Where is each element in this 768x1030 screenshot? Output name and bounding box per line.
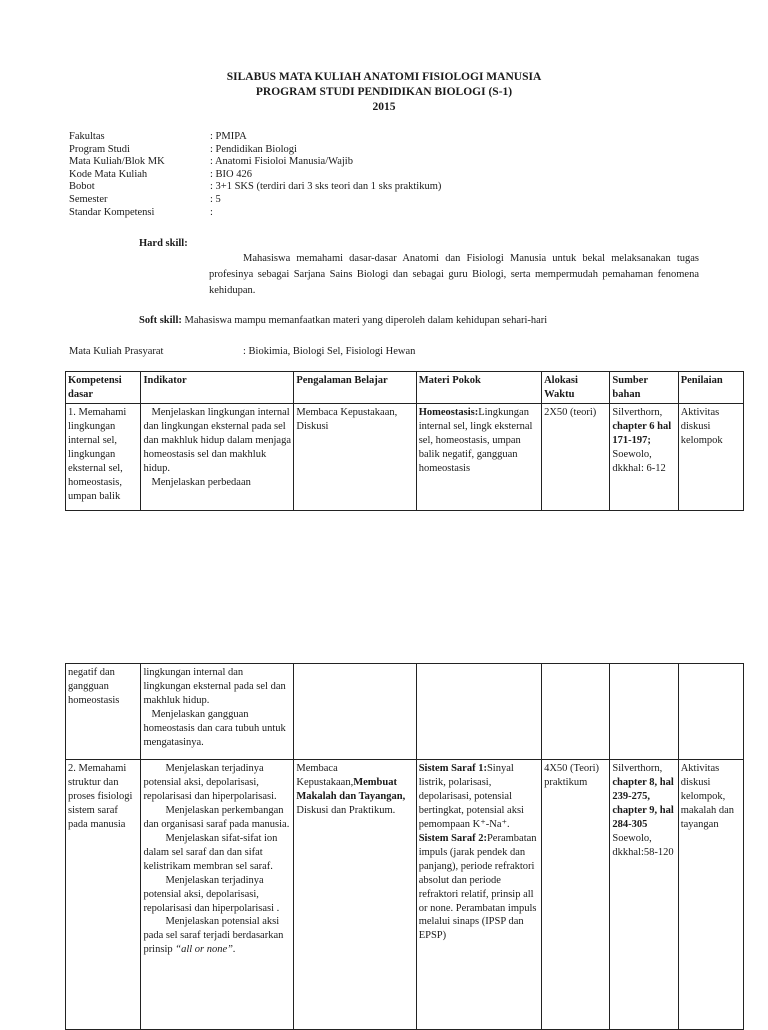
cell-empty [610,664,678,760]
hard-skill-label: Hard skill: [139,238,188,249]
header-kompetensi: Kompetensi dasar [66,372,141,404]
materi-text: Perambatan impuls (jarak pendek dan panjang), periode refraktori absolut dan periode refraktori relatif, prinsip all or none. Perambatan impuls melalui sinaps (IPSP dan EPSP) [418,832,537,942]
soft-skill-label: Soft skill: [139,315,182,326]
sumber-chapter: chapter 8, hal 239-275, chapter 9, hal 284-305 [612,776,674,830]
header-penilaian: Penilaian [678,372,743,404]
info-value: : 3+1 SKS (terdiri dari 3 sks teori dan 1 sks praktikum) [210,181,442,193]
pengalaman-text: Diskusi dan Praktikum. [296,804,396,816]
indikator-italic: “all or none”. [175,944,236,956]
table-row [66,664,744,760]
cell-kompetensi [66,404,141,511]
info-key: Mata Kuliah/Blok MK [69,156,165,168]
cell-materi [416,760,541,1030]
materi-heading: Sistem Saraf 2: [418,832,487,844]
table-header-row [66,372,744,404]
indikator-text: Menjelaskan lingkungan internal dan lingkungan eksternal pada sel dan makhluk hidup dalam menjaga homeostasis sel dan makhluk hidup. [143,407,291,474]
indikator-text: Menjelaskan sifat-sifat ion dalam sel saraf dan dan sifat kelistrikam membran sel saraf. [143,832,278,872]
cell-alokasi: 4X50 (Teori) praktikum [542,760,610,1030]
info-value: : Anatomi Fisioloi Manusia/Wajib [210,156,353,168]
indikator-text [143,915,291,957]
info-key: Standar Kompetensi [69,206,155,218]
header-sumber: Sumber bahan [610,372,678,404]
info-key: Kode Mata Kuliah [69,168,148,180]
info-row [69,131,709,144]
materi-text: Lingkungan internal sel, lingk eksternal sel, homeostasis, umpan balik negatif, gangguan homeostasis [418,407,533,474]
cell-pengalaman [294,760,416,1030]
indikator-text: lingkungan internal dan lingkungan eksternal pada sel dan makhluk hidup. [143,667,286,706]
header-pengalaman: Pengalaman Belajar [294,372,416,404]
indikator-text: Menjelaskan perbedaan [151,476,251,488]
info-value: : Pendidikan Biologi [210,143,297,155]
sumber-text: Soewolo, dkkhal:58-120 [612,832,674,858]
sumber-text: Silverthorn, [612,407,663,418]
info-row [69,194,709,207]
cell-kompetensi: negatif dan gangguan homeostasis [66,664,141,760]
hard-skill-text: Mahasiswa memahami dasar-dasar Anatomi dan Fisiologi Manusia untuk bekal melaksanakan tugas profesinya sebagai Sarjana Sains Biologi dan sebagai guru Biologi, serta mempermudah pemahaman fenomena kehidupan. [209,253,699,296]
indikator-text: Menjelaskan terjadinya potensial aksi, depolarisasi, repolarisasi dan hiperpolarisasi . [143,874,280,914]
info-row [69,207,709,220]
indikator-wrap [143,406,291,508]
sumber-chapter: chapter 6 hal 171-197; [612,420,672,446]
title-line-1: SILABUS MATA KULIAH ANATOMI FISIOLOGI MANUSIA [226,71,542,83]
syllabus-table-page-2 [65,663,744,1030]
kompetensi-text: 1. Memahami lingkungan internal sel, lingkungan eksternal sel, homeostasis, umpan balik [68,407,127,502]
pengalaman-text: Membaca Kepustakaan, [296,763,354,788]
info-row [69,144,709,157]
info-row [69,181,709,194]
indikator-text: Menjelaskan perkembangan dan organisasi saraf pada manusia. [143,804,290,830]
info-key: Semester [69,193,108,205]
cell-materi [416,404,541,511]
sumber-text: Silverthorn, [612,763,663,774]
header-materi: Materi Pokok [416,372,541,404]
prerequisite-value: : Biokimia, Biologi Sel, Fisiologi Hewan [243,346,416,357]
info-value: : BIO 426 [210,168,252,180]
title-line-3: 2015 [372,101,396,113]
indikator-text: Menjelaskan terjadinya potensial aksi, depolarisasi, repolarisasi dan hiperpolarisasi. [143,763,277,802]
cell-empty [678,664,743,760]
cell-indikator [141,404,294,511]
cell-empty [294,664,416,760]
cell-sumber [610,404,678,511]
prerequisite-key: Mata Kuliah Prasyarat [69,346,164,357]
cell-sumber [610,760,678,1030]
cell-penilaian: Aktivitas diskusi kelompok [678,404,743,511]
info-value: : PMIPA [210,131,247,142]
soft-skill-text: Mahasiswa mampu memanfaatkan materi yang diperoleh dalam kehidupan sehari-hari [181,315,548,326]
cell-indikator [141,760,294,1030]
info-value: : 5 [210,193,221,205]
header-alokasi: Alokasi Waktu [542,372,610,404]
info-key: Fakultas [69,131,105,142]
prerequisite [69,345,709,359]
indikator-text-part: Menjelaskan potensial aksi pada sel saraf terjadi berdasarkan prinsip [143,916,284,956]
cell-alokasi: 2X50 (teori) [542,404,610,511]
indikator-text: Menjelaskan gangguan homeostasis dan cara tubuh untuk mengatasinya. [143,708,286,748]
cell-empty [416,664,541,760]
cell-empty [542,664,610,760]
cell-penilaian: Aktivitas diskusi kelompok, makalah dan tayangan [678,760,743,1030]
soft-skill [139,314,739,328]
materi-heading: Sistem Saraf 1: [418,763,487,774]
info-key: Program Studi [69,143,130,155]
cell-indikator [141,664,294,760]
table-row [66,404,744,511]
sumber-text: Soewolo, dkkhal: 6-12 [612,448,666,474]
info-row [69,169,709,182]
syllabus-title [0,70,768,115]
header-indikator: Indikator [141,372,294,404]
course-info [69,131,709,219]
cell-kompetensi: 2. Memahami struktur dan proses fisiologi sistem saraf pada manusia [66,760,141,1030]
cell-pengalaman: Membaca Kepustakaan, Diskusi [294,404,416,511]
pengalaman-bold: Membuat Makalah dan Tayangan, [296,776,406,802]
info-value: : [210,206,213,218]
title-line-2: PROGRAM STUDI PENDIDIKAN BIOLOGI (S-1) [255,86,513,98]
materi-heading: Homeostasis: [418,407,479,418]
table-row [66,760,744,1030]
materi-text: Sinyal listrik, polarisasi, depolarisasi, potensial bertingkat, potensial aksi pemompaan K⁺-Na⁺. [418,763,524,830]
info-row [69,156,709,169]
info-key: Bobot [69,181,95,193]
syllabus-table-page-1 [65,371,744,511]
